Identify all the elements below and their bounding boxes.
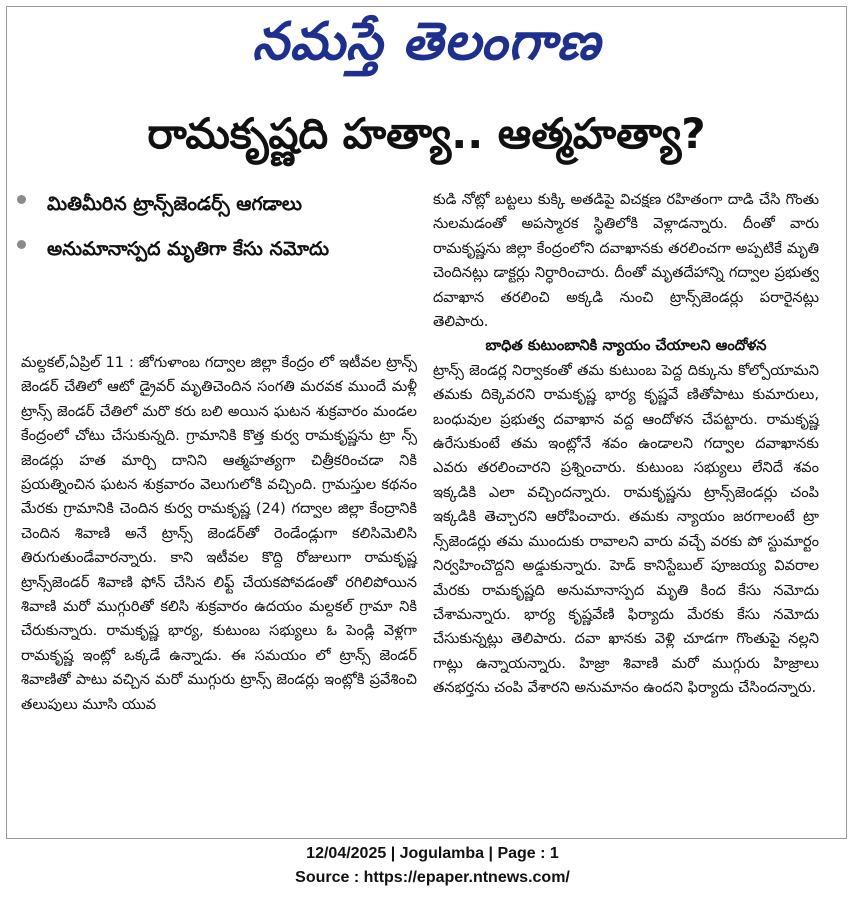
article-text: జోగుళాంబ గద్వాల జిల్లా కేంద్రం లో ఇటీవల ట్రాన్స్ జెండర్ చేతిలో ఆటో డ్రైవర్ మృతిచెందిన సంగతి మరవక ముందే మళ్లీ ట్రాన్స్ జెండర్ చేతిలో మరొ కరు బలి అయిన ఘటన శుక్రవారం మండల కేంద్రంలో చోటు చేసుకున్నది. గ్రామానికి కొత్త కుర్వ రామకృష్ణను ట్రా న్స్ జెండర్లు హత మార్చి దానిని ఆత్మహత్యగా చిత్రీకరించడా నికి ప్రయత్నించిన ఘటన శుక్రవారం వెలుగులోకి వచ్చింది. గ్రామస్తుల కథనం మేరకు గ్రామానికి చెందిన కుర్వ రామకృష్ణ (24) గద్వాల జిల్లా కేంద్రానికి చెందిన శివాణి అనే ట్రాన్స్ జెండర్‌తో రెండేండ్లుగా కలిసిమెలిసి తిరుగుతుండేవారన్నారు. కాని ఇటీవల కొద్ది రోజులుగా రామకృష్ణ ట్రాన్స్‌జెండర్ శివాణి ఫోన్ చేసిన లిఫ్ట్ చేయకపోవడంతో రగిలిపోయిన శివాణి మరో ముగ్గురితో కలిసి శుక్రవారం ఉదయం మల్దకల్ గ్రామా నికి చేరుకున్నారు. రామకృష్ణ భార్య, కుటుంబ సభ్యులు ఓ పెండ్లి వెళ్లగా రామకృష్ణ ఇంట్లో ఒక్కడే ఉన్నాడు. ఈ సమయం లో ట్రాన్స్ జెండర్ శివాణితో పాటు వచ్చిన మరో ముగ్గురు ట్రాన్స్ జెండర్లు ఇంట్లోకి ప్రవేశించి తలుపులు మూసి యువ bbox=[21, 354, 417, 713]
headline: రామకృష్ణది హత్యా.. ఆత్మహత్యా? bbox=[147, 109, 706, 158]
dateline: మల్దకల్,ఏప్రిల్ 11 : bbox=[21, 354, 134, 371]
edition-info: 12/04/2025 | Jogulamba | Page : 1 bbox=[306, 845, 559, 862]
article-column-right bbox=[433, 188, 819, 701]
article-paragraph: కుడి నోట్లో బట్టలు కుక్కి అతడిపై విచక్షణ రహితంగా దాడి చేసి గొంతు నులమడంతో అపస్మారక స్థితిలోకి వెళ్లాడన్నారు. దీంతో వారు రామకృష్ణను జిల్లా కేంద్రంలోని దవాఖానకు తరలించగా అప్పటికే మృతి చెందినట్లు డాక్టర్లు నిర్ధారించారు. దీంతో మృతదేహాన్ని గద్వాల ప్రభుత్వ దవాఖాన తరలించి అక్కడి నుంచి ట్రాన్స్‌జెండర్లు పరారైనట్లు తెలిపారు. bbox=[433, 191, 819, 331]
newspaper-clipping bbox=[6, 6, 847, 839]
article-subheading: బాధిత కుటుంబానికి న్యాయం చేయాలని ఆందోళన bbox=[485, 337, 767, 355]
highlight-text: అనుమానాస్పద మృతిగా కేసు నమోదు bbox=[47, 238, 330, 260]
source-link[interactable]: Source : https://epaper.ntnews.com/ bbox=[295, 869, 570, 886]
bullet-dot-icon bbox=[17, 195, 26, 204]
masthead-logo: నమస్తే తెలంగాణ bbox=[252, 12, 601, 72]
highlight-item bbox=[13, 230, 413, 269]
bullet-dot-icon bbox=[17, 240, 26, 249]
article-paragraph bbox=[21, 351, 417, 717]
highlight-item bbox=[13, 185, 413, 224]
highlights-list bbox=[13, 185, 413, 275]
highlight-text: మితిమీరిన ట్రాన్స్‌జెండర్స్ ఆగడాలు bbox=[47, 193, 302, 215]
article-paragraph: ట్రాన్స్ జెండర్ల నిర్వాకంతో తమ కుటుంబ పెద్ద దిక్కును కోల్పోయామని తమకు దిక్కెవరని రామకృష్ణ భార్య కృష్ణవే ణితోపాటు కుమారులు, బంధువుల ప్రభుత్వ దవాఖాన వద్ద ఆందోళన చేపట్టారు. రామకృష్ణ ఉరేసుకుంటే తమ ఇంట్లోనే శవం ఉండాలని గద్వాల దవాఖానకు ఎవరు తరలించారని ప్రశ్నించారు. కుటుంబ సభ్యులు లేనిదే శవం ఇక్కడికి ఎలా వచ్చిందన్నారు. రామకృష్ణను ట్రాన్స్‌జెండర్లు చంపి ఇక్కడికి తెచ్చారని ఆరోపించారు. తమకు న్యాయం జరగాలంటే ట్రా న్స్‌జెండర్లు తమ ముందుకు రావాలని వారు వచ్చే వరకు పో స్టుమార్టం నిర్వహించొద్దని అడ్డుకున్నారు. హెడ్ కానిస్టేబుల్ పూజయ్య వివరాల మేరకు రామకృష్ణది అనుమానాస్పద మృతి కింద కేసు నమోదు చేశామన్నారు. భార్య కృష్ణవేణి ఫిర్యాదు మేరకు కేసు నమోదు చేసుకున్నట్లు తెలిపారు. దవా ఖానకు వెళ్లి చూడగా గొంతుపై నల్లని గాట్లు ఉన్నాయన్నారు. హిజ్రా శివాణి మరో ముగ్గురు హిజ్రాలు తనభర్తను చంపి వేశారని అనుమానం ఉందని ఫిర్యాదు చేసిందన్నారు. bbox=[433, 361, 819, 697]
article-column-left bbox=[21, 351, 417, 717]
clipping-footer bbox=[0, 842, 865, 890]
